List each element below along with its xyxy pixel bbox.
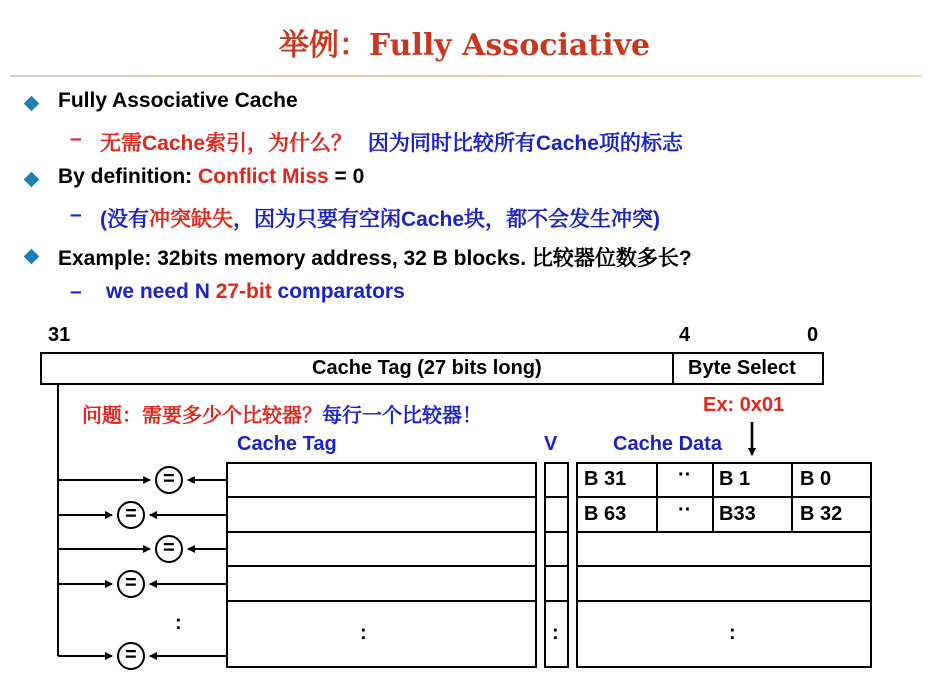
comparator-2-symbol: = xyxy=(125,503,137,525)
valid-ellipsis: : xyxy=(552,622,559,644)
dash-marker: – xyxy=(70,280,82,303)
data-cell-b0: B 0 xyxy=(800,468,832,490)
example-value: Ex: 0x01 xyxy=(703,394,785,416)
sub-no-index-answer: 因为同时比较所有Cache项的标志 xyxy=(367,132,683,155)
no-conflict-rest: ，因为只要有空闲Cache块，都不会发生冲突) xyxy=(233,208,661,231)
data-ellipsis: : xyxy=(729,622,736,644)
bullet-example: Example: 32bits memory address, 32 B blocks. 比较器位数多长? xyxy=(58,247,692,270)
definition-prefix: By definition: xyxy=(58,165,198,188)
question-blue: 每行一个比较器！ xyxy=(322,405,482,427)
data-cell-b33: B33 xyxy=(719,503,756,525)
bit-0-label: 0 xyxy=(807,324,819,346)
dash-marker: – xyxy=(70,203,82,226)
comparator-4-symbol: = xyxy=(125,572,137,594)
comparator-1-symbol: = xyxy=(163,468,175,490)
bit-31-label: 31 xyxy=(48,324,71,346)
bit-4-label: 4 xyxy=(679,324,691,346)
dash-marker: – xyxy=(70,127,82,150)
cache-tag-field: Cache Tag (27 bits long) xyxy=(312,357,542,379)
data-cell-b63: B 63 xyxy=(584,503,627,525)
valid-header: V xyxy=(544,433,558,455)
data-cell-dots-2: ·· xyxy=(678,499,692,521)
cache-data-header: Cache Data xyxy=(613,433,722,455)
comparator-ellipsis: : xyxy=(175,612,182,634)
conflict-miss-cn: 冲突缺失 xyxy=(149,208,233,231)
bullet-fully-associative: Fully Associative Cache xyxy=(58,89,298,112)
data-cell-b1: B 1 xyxy=(719,468,751,490)
conflict-miss-term: Conflict Miss xyxy=(198,165,329,188)
definition-suffix: = 0 xyxy=(328,165,365,188)
comparator-n-symbol: = xyxy=(125,644,137,666)
no-conflict-open: (没有 xyxy=(100,208,149,231)
sub-no-index-question: 无需Cache索引，为什么？ xyxy=(100,132,353,155)
comparators-prefix: we need N xyxy=(106,280,216,303)
byte-select-field: Byte Select xyxy=(688,357,796,379)
data-cell-dots-1: ·· xyxy=(678,464,692,486)
comparator-width: 27-bit xyxy=(215,280,272,303)
tag-ellipsis: : xyxy=(360,622,367,644)
data-cell-b32: B 32 xyxy=(800,503,843,525)
question-red: 问题：需要多少个比较器？ xyxy=(82,405,322,427)
comparators-suffix: comparators xyxy=(271,280,405,303)
cache-tag-header: Cache Tag xyxy=(237,433,337,455)
data-cell-b31: B 31 xyxy=(584,468,627,490)
slide-title: 举例：Fully Associative xyxy=(278,28,651,63)
comparator-3-symbol: = xyxy=(163,537,175,559)
